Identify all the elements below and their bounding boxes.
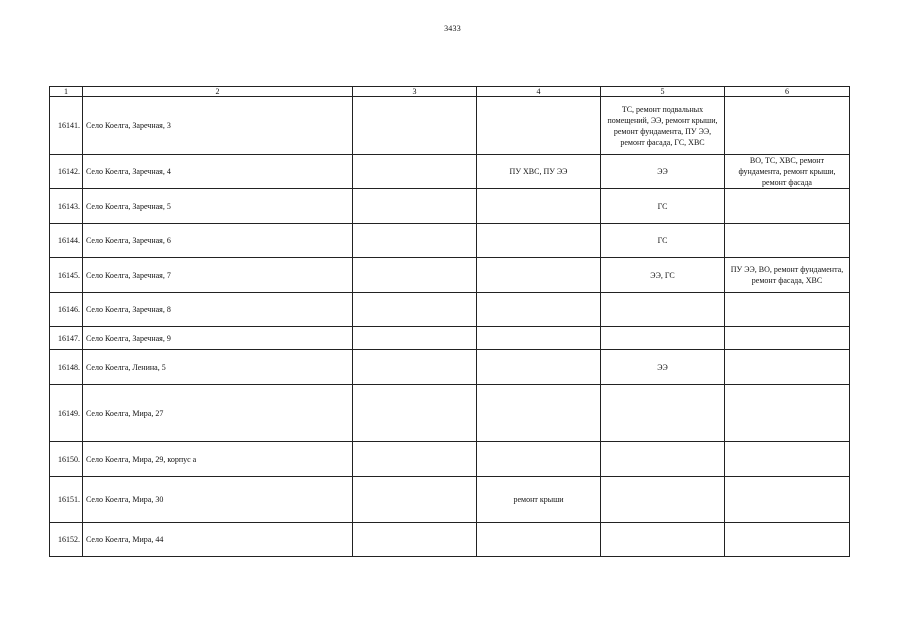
col6-cell: [725, 385, 850, 442]
col5-cell: ГС: [601, 224, 725, 258]
col6-cell: [725, 224, 850, 258]
col4-cell: [477, 293, 601, 327]
col3-cell: [353, 442, 477, 477]
address-cell: Село Коелга, Мира, 30: [83, 477, 353, 523]
col6-cell: [725, 327, 850, 350]
table-row: [50, 293, 850, 327]
address-cell: Село Коелга, Заречная, 4: [83, 155, 353, 189]
col6-cell: [725, 442, 850, 477]
page-number: 3433: [444, 24, 461, 33]
col6-cell: ПУ ЭЭ, ВО, ремонт фундамента, ремонт фасада, ХВС: [725, 258, 850, 293]
table-row: [50, 224, 850, 258]
col4-cell: ремонт крыши: [477, 477, 601, 523]
col4-cell: [477, 523, 601, 557]
col6-cell: [725, 189, 850, 224]
col3-cell: [353, 189, 477, 224]
row-number: 16150.: [50, 442, 83, 477]
address-cell: Село Коелга, Заречная, 3: [83, 97, 353, 155]
column-header: 5: [601, 87, 725, 97]
table-row: [50, 189, 850, 224]
row-number: 16151.: [50, 477, 83, 523]
column-header: 4: [477, 87, 601, 97]
col5-cell: ЭЭ: [601, 155, 725, 189]
row-number: 16141.: [50, 97, 83, 155]
column-header: 2: [83, 87, 353, 97]
col4-cell: [477, 224, 601, 258]
row-number: 16147.: [50, 327, 83, 350]
col4-cell: [477, 442, 601, 477]
col3-cell: [353, 477, 477, 523]
col4-cell: [477, 327, 601, 350]
col4-cell: [477, 258, 601, 293]
col6-cell: [725, 293, 850, 327]
table-header-row: [50, 87, 850, 97]
col4-cell: [477, 350, 601, 385]
col4-cell: ПУ ХВС, ПУ ЭЭ: [477, 155, 601, 189]
address-cell: Село Коелга, Заречная, 7: [83, 258, 353, 293]
table-row: [50, 258, 850, 293]
col3-cell: [353, 224, 477, 258]
col5-cell: ЭЭ, ГС: [601, 258, 725, 293]
col3-cell: [353, 155, 477, 189]
col6-cell: [725, 523, 850, 557]
table-row: [50, 155, 850, 189]
col6-cell: [725, 97, 850, 155]
col5-cell: ТС, ремонт подвальных помещений, ЭЭ, ремонт крыши, ремонт фундамента, ПУ ЭЭ, ремонт фасада, ГС, ХВС: [601, 97, 725, 155]
col5-cell: [601, 293, 725, 327]
row-number: 16142.: [50, 155, 83, 189]
row-number: 16143.: [50, 189, 83, 224]
col3-cell: [353, 350, 477, 385]
column-header: 3: [353, 87, 477, 97]
col4-cell: [477, 189, 601, 224]
col3-cell: [353, 385, 477, 442]
row-number: 16146.: [50, 293, 83, 327]
table-row: [50, 327, 850, 350]
address-cell: Село Коелга, Заречная, 5: [83, 189, 353, 224]
column-header: 6: [725, 87, 850, 97]
col3-cell: [353, 327, 477, 350]
col5-cell: [601, 477, 725, 523]
col5-cell: [601, 523, 725, 557]
col3-cell: [353, 258, 477, 293]
address-cell: Село Коелга, Ленина, 5: [83, 350, 353, 385]
col3-cell: [353, 97, 477, 155]
col5-cell: [601, 327, 725, 350]
row-number: 16144.: [50, 224, 83, 258]
row-number: 16152.: [50, 523, 83, 557]
col6-cell: ВО, ТС, ХВС, ремонт фундамента, ремонт крыши, ремонт фасада: [725, 155, 850, 189]
column-header: 1: [50, 87, 83, 97]
col5-cell: [601, 442, 725, 477]
col5-cell: ГС: [601, 189, 725, 224]
register-table: [49, 86, 850, 557]
address-cell: Село Коелга, Заречная, 9: [83, 327, 353, 350]
address-cell: Село Коелга, Мира, 44: [83, 523, 353, 557]
table-row: [50, 385, 850, 442]
table-row: [50, 477, 850, 523]
col5-cell: ЭЭ: [601, 350, 725, 385]
address-cell: Село Коелга, Мира, 29, корпус а: [83, 442, 353, 477]
table-row: [50, 97, 850, 155]
table-row: [50, 523, 850, 557]
row-number: 16145.: [50, 258, 83, 293]
col4-cell: [477, 97, 601, 155]
address-cell: Село Коелга, Мира, 27: [83, 385, 353, 442]
table-row: [50, 442, 850, 477]
row-number: 16149.: [50, 385, 83, 442]
table-row: [50, 350, 850, 385]
col3-cell: [353, 293, 477, 327]
col5-cell: [601, 385, 725, 442]
col3-cell: [353, 523, 477, 557]
col4-cell: [477, 385, 601, 442]
row-number: 16148.: [50, 350, 83, 385]
address-cell: Село Коелга, Заречная, 6: [83, 224, 353, 258]
address-cell: Село Коелга, Заречная, 8: [83, 293, 353, 327]
col6-cell: [725, 477, 850, 523]
col6-cell: [725, 350, 850, 385]
